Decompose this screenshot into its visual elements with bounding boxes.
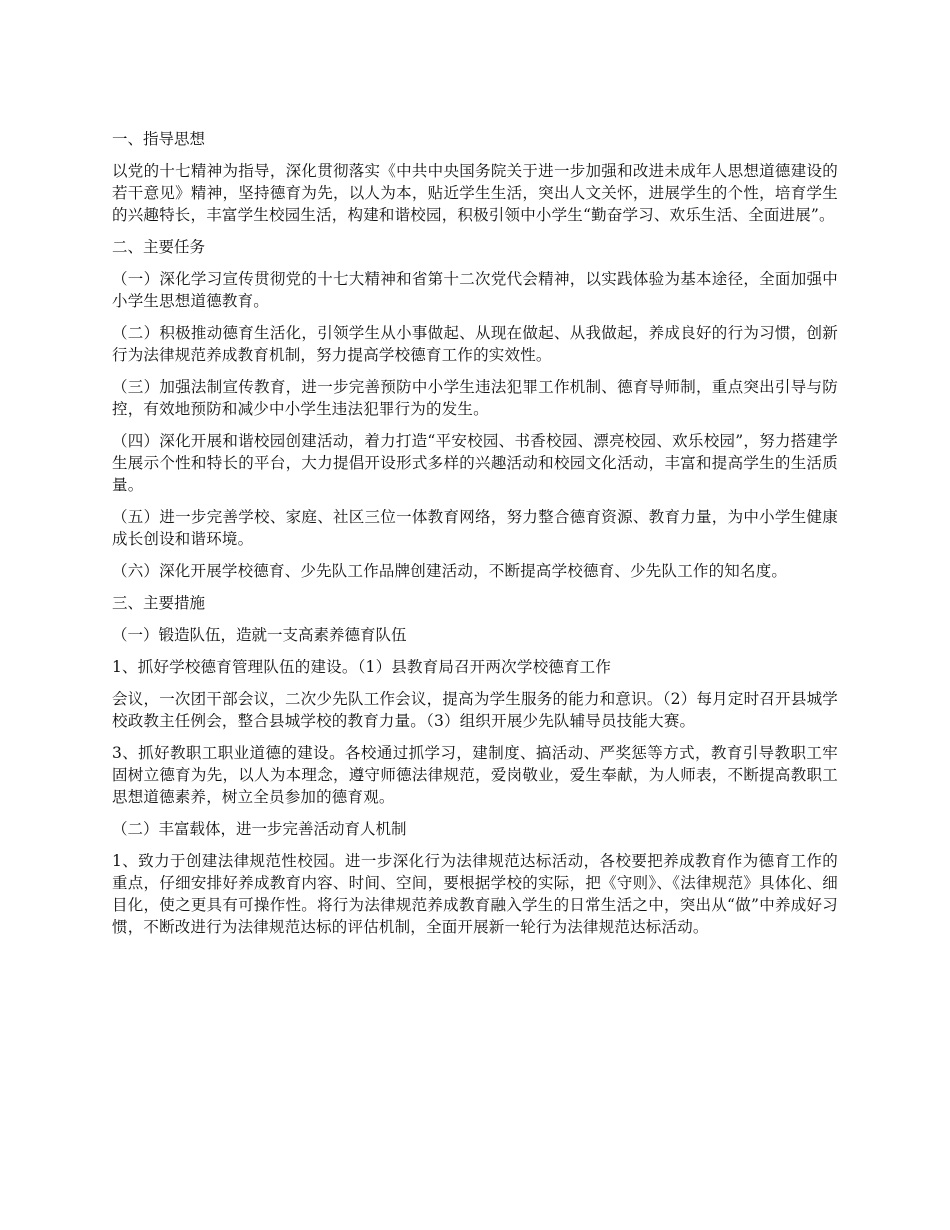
paragraph-guiding-ideology: 以党的十七精神为指导，深化贯彻落实《中共中央国务院关于进一步加强和改进未成年人思想道德建设的若干意见》精神，坚持德育为先，以人为本，贴近学生生活，突出人文关怀，进展学生的个性，培育学生的兴趣特长，丰富学生校园生活，构建和谐校园，积极引领中小学生“勤奋学习、欢乐生活、全面进展”。 [112, 162, 838, 224]
measure-item-3: 3、抓好教职工职业道德的建设。各校通过抓学习，建制度、搞活动、严奖惩等方式，教育引导教职工牢固树立德育为先，以人为本理念，遵守师德法律规范，爱岗敬业，爱生奉献，为人师表，不断提高教职工思想道德素养，树立全员参加的德育观。 [112, 744, 838, 806]
task-item-2: （二）积极推动德育生活化，引领学生从小事做起、从现在做起、从我做起，养成良好的行为习惯，创新行为法律规范养成教育机制，努力提高学校德育工作的实效性。 [112, 324, 838, 364]
task-item-6: （六）深化开展学校德育、少先队工作品牌创建活动，不断提高学校德育、少先队工作的知名度。 [112, 562, 788, 580]
section-heading-guiding-ideology: 一、指导思想 [112, 130, 206, 148]
task-item-3: （三）加强法制宣传教育，进一步完善预防中小学生违法犯罪工作机制、德育导师制，重点突出引导与防控，有效地预防和减少中小学生违法犯罪行为的发生。 [112, 378, 838, 418]
task-item-1: （一）深化学习宣传贯彻党的十七大精神和省第十二次党代会精神，以实践体验为基本途径，全面加强中小学生思想道德教育。 [112, 270, 838, 310]
document-page [112, 128, 838, 948]
measure-item-1: 1、抓好学校德育管理队伍的建设。（1）县教育局召开两次学校德育工作 [112, 658, 612, 676]
task-item-5: （五）进一步完善学校、家庭、社区三位一体教育网络，努力整合德育资源、教育力量，为中小学生健康成长创设和谐环境。 [112, 508, 838, 548]
subsection-heading-team-building: （一）锻造队伍，造就一支高素养德育队伍 [112, 626, 407, 644]
measure-item-1-continued: 会议，一次团干部会议，二次少先队工作会议，提高为学生服务的能力和意识。（2）每月定时召开县城学校政教主任例会，整合县城学校的教育力量。（3）组织开展少先队辅导员技能大赛。 [112, 690, 838, 730]
section-heading-main-tasks: 二、主要任务 [112, 238, 206, 256]
subsection-heading-activities: （二）丰富载体，进一步完善活动育人机制 [112, 820, 407, 838]
task-item-4: （四）深化开展和谐校园创建活动，着力打造“平安校园、书香校园、漂亮校园、欢乐校园”，努力搭建学生展示个性和特长的平台，大力提倡开设形式多样的兴趣活动和校园文化活动，丰富和提高学生的生活质量。 [112, 432, 838, 494]
section-heading-main-measures: 三、主要措施 [112, 594, 206, 612]
activity-item-1: 1、致力于创建法律规范性校园。进一步深化行为法律规范达标活动，各校要把养成教育作为德育工作的重点，仔细安排好养成教育内容、时间、空间，要根据学校的实际，把《守则》、《法律规范》具体化、细目化，使之更具有可操作性。将行为法律规范养成教育融入学生的日常生活之中，突出从“做”中养成好习惯，不断改进行为法律规范达标的评估机制，全面开展新一轮行为法律规范达标活动。 [112, 852, 838, 936]
